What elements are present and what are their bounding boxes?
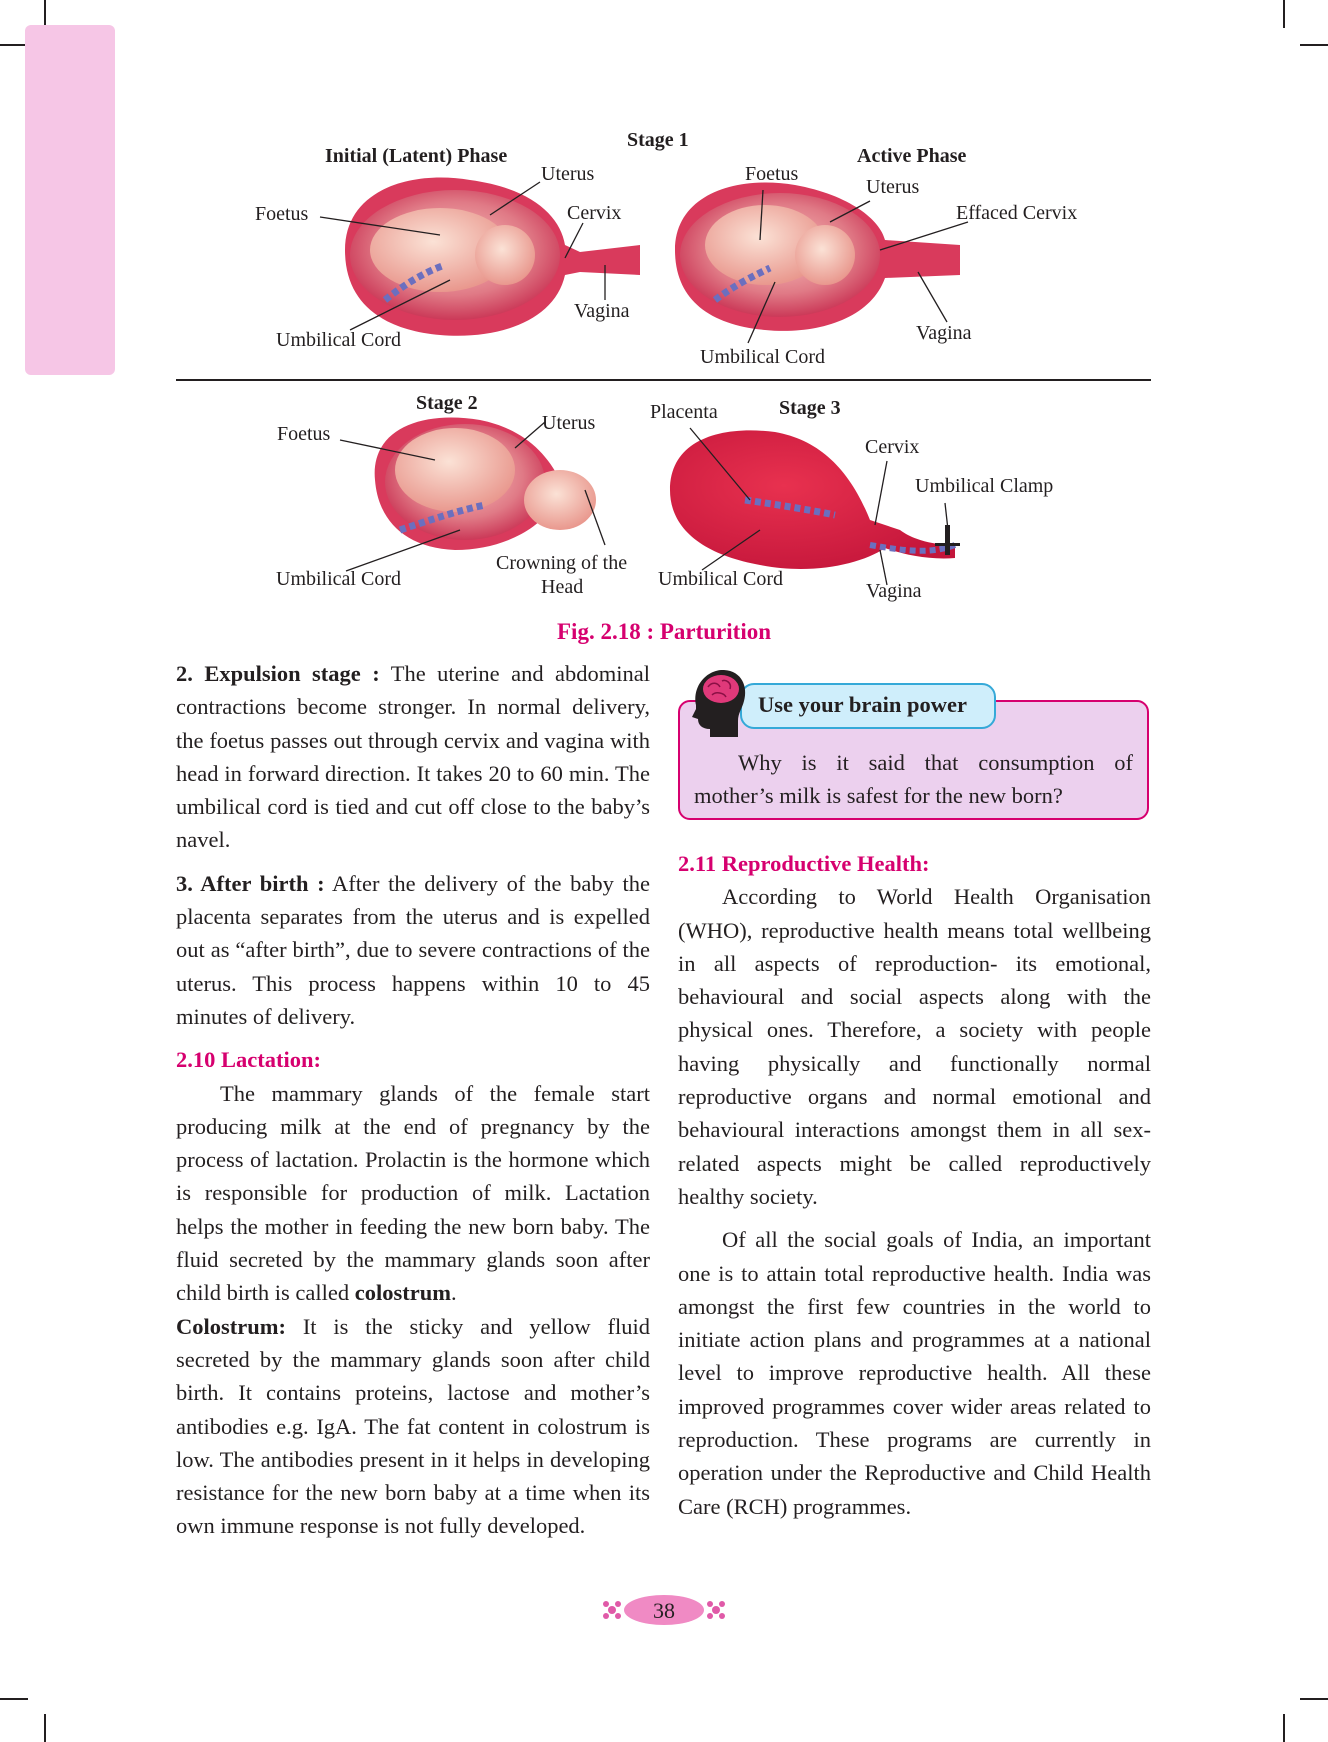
label-foetus: Foetus: [277, 423, 331, 445]
after-birth-paragraph: [176, 867, 650, 1033]
figure-divider: [176, 379, 1151, 381]
label-placenta: Placenta: [650, 401, 718, 423]
crop-mark: [0, 1698, 28, 1700]
brain-head-icon: [686, 665, 750, 739]
label-cervix: Cervix: [865, 436, 920, 458]
label-umbilical-cord: Umbilical Cord: [658, 568, 783, 590]
label-umbilical-cord: Umbilical Cord: [276, 568, 401, 590]
label-umbilical-cord: Umbilical Cord: [700, 346, 825, 368]
left-column: [176, 657, 650, 1543]
label-crowning-line2: Head: [541, 576, 584, 598]
label-vagina: Vagina: [574, 300, 630, 322]
colostrum-term: colostrum: [354, 1280, 451, 1306]
label-uterus: Uterus: [542, 412, 596, 434]
parturition-illustration: [0, 0, 1328, 660]
reproductive-health-paragraph-2: Of all the social goals of India, an important one is to attain total reproductive health. India was amongst the first few countries in the world to initiate action plans and programmes at a national level to improve reproductive health. All these improved programmes cover wider areas related to reproduction. These programs are currently in operation under the Reproductive and Child Health Care (RCH) programmes.: [678, 1227, 1151, 1519]
crop-mark: [1300, 1698, 1328, 1700]
parturition-figure: [0, 0, 1328, 660]
right-column: [678, 847, 1151, 1523]
after-birth-heading: 3. After birth :: [176, 870, 325, 896]
label-uterus: Uterus: [866, 176, 920, 198]
stage3-title: Stage 3: [779, 397, 841, 419]
label-uterus: Uterus: [541, 163, 595, 185]
expulsion-text: The uterine and abdominal contractions become stronger. In normal delivery, the foetus passes out through cervix and vagina with head in forward direction. It takes 20 to 60 min. The umbilical cord is tied and cut off close to the baby’s navel.: [176, 661, 650, 853]
crop-mark: [1283, 1714, 1285, 1742]
lactation-period: .: [450, 1280, 457, 1306]
label-effaced-cervix: Effaced Cervix: [956, 202, 1078, 224]
label-umbilical-cord: Umbilical Cord: [276, 329, 401, 351]
stage2-title: Stage 2: [416, 392, 478, 414]
lactation-heading: 2.10 Lactation:: [176, 1047, 321, 1073]
label-cervix: Cervix: [567, 202, 622, 224]
colostrum-heading: Colostrum:: [176, 1313, 286, 1339]
colostrum-paragraph: [176, 1310, 650, 1543]
page-number: 38: [653, 1598, 675, 1623]
figure-caption: Fig. 2.18 : Parturition: [557, 619, 771, 644]
label-vagina: Vagina: [866, 580, 922, 602]
active-phase-title: Active Phase: [857, 145, 967, 167]
label-umbilical-clamp: Umbilical Clamp: [915, 475, 1054, 497]
expulsion-paragraph: [176, 657, 650, 857]
womb-stage-2: [375, 418, 596, 551]
womb-active: [675, 183, 960, 331]
colostrum-text: It is the sticky and yellow fluid secreted by the mammary glands soon after child birth. It contains proteins, lactose and mother’s antibodies e.g. IgA. The fat content in colostrum is low. The antibodies present in it helps in developing resistance for the new born baby at a time when its own immune response is not fully developed.: [176, 1313, 650, 1539]
stage1-title: Stage 1: [627, 129, 689, 151]
brain-power-title: Use your brain power: [740, 683, 996, 729]
latent-phase-title: Initial (Latent) Phase: [325, 145, 508, 167]
label-foetus: Foetus: [255, 203, 309, 225]
label-crowning-line1: Crowning of the: [496, 552, 628, 574]
label-vagina: Vagina: [916, 322, 972, 344]
lactation-paragraph: [176, 1077, 650, 1310]
crop-mark: [44, 1714, 46, 1742]
reproductive-health-paragraph-1: According to World Health Organisation (WHO), reproductive health means total wellbeing in all aspects of reproduction- its emotional, behavioural and social aspects along with the physical ones. Therefore, a society with people having physically and functionally normal reproductive organs and normal emotional and behavioural interactions amongst them in all sex-related aspects might be called reproductively healthy society.: [678, 884, 1151, 1209]
lactation-text: The mammary glands of the female start producing milk at the end of pregnancy by the process of lactation. Prolactin is the hormone which is responsible for production of milk. Lactation helps the mother in feeding the new born baby. The fluid secreted by the mammary glands soon after child birth is called: [176, 1080, 650, 1306]
reproductive-health-heading: 2.11 Reproductive Health:: [678, 851, 930, 876]
label-foetus: Foetus: [745, 163, 799, 185]
expulsion-heading: 2. Expulsion stage :: [176, 661, 380, 686]
brain-power-question: Why is it said that consumption of mother’s milk is safest for the new born?: [694, 750, 1133, 808]
after-birth-text: After the delivery of the baby the placenta separates from the uterus and is expelled out as “after birth”, due to severe contractions of the uterus. This process happens within 10 to 45 minutes of delivery.: [176, 870, 650, 1029]
